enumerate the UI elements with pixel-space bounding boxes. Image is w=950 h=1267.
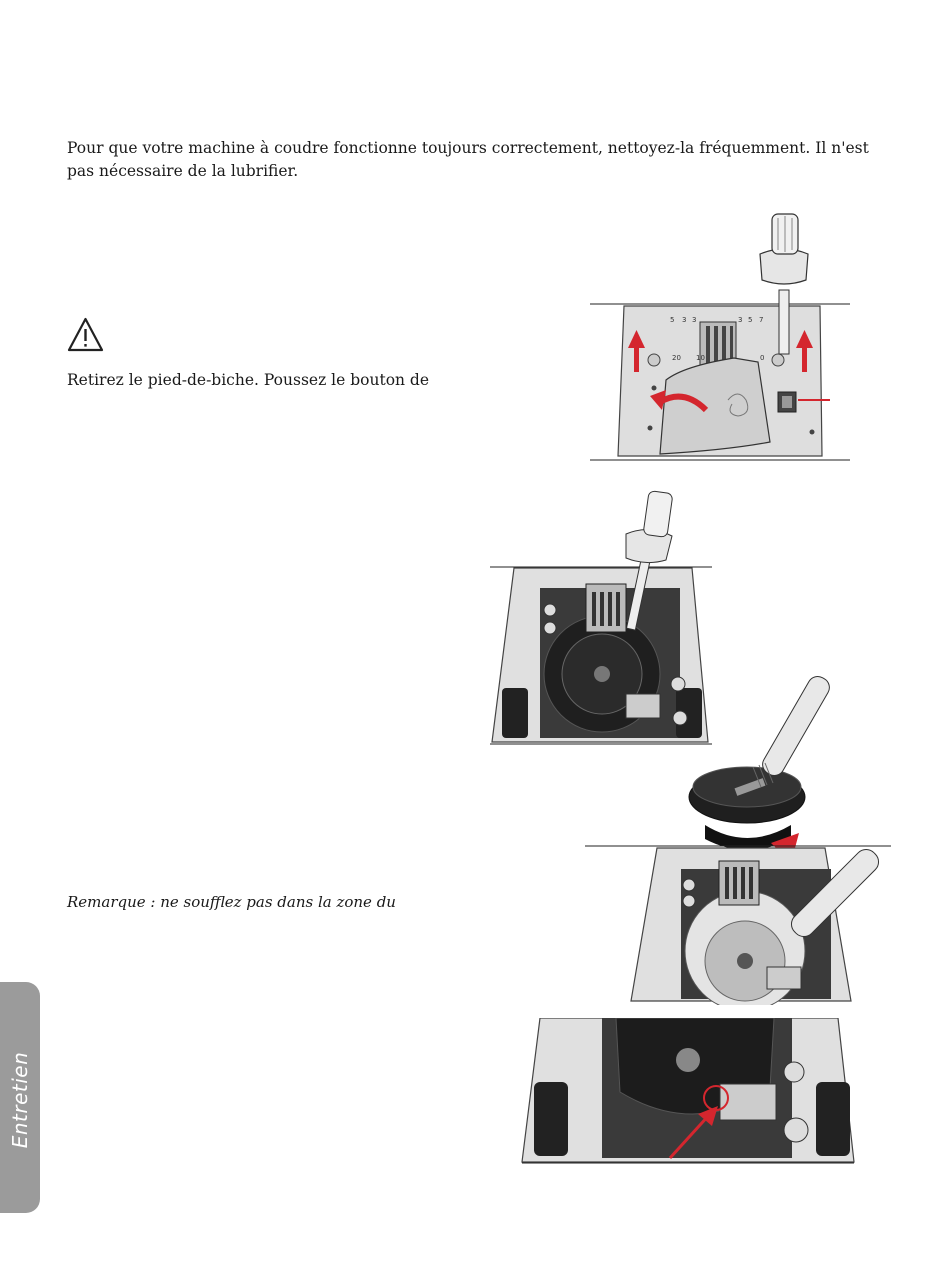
svg-text:3: 3 — [682, 316, 687, 324]
svg-text:20: 20 — [672, 354, 681, 362]
svg-text:3: 3 — [692, 316, 697, 324]
step-instruction-text: Retirez le pied-de-biche. Poussez le bouton de — [67, 371, 430, 389]
svg-text:7: 7 — [759, 316, 764, 324]
remark-note: Remarque : ne soufflez pas dans la zone du — [67, 893, 396, 911]
svg-text:0: 0 — [760, 354, 765, 362]
figure-hook-closeup — [520, 1018, 858, 1166]
chapter-side-tab-label: Entretien — [8, 1051, 32, 1149]
svg-text:10: 10 — [696, 354, 705, 362]
figure-bobbin-case-brush — [585, 655, 895, 1005]
intro-paragraph: Pour que votre machine à coudre fonctionne toujours correctement, nettoyez-la fréquemment. Il n'est pas nécessaire de la lubrifier. — [67, 139, 869, 180]
svg-text:3: 3 — [738, 316, 743, 324]
svg-text:5: 5 — [670, 316, 675, 324]
warning-triangle-icon — [67, 317, 104, 352]
figure-needle-plate-removal — [588, 210, 888, 465]
chapter-side-tab — [0, 982, 40, 1213]
svg-text:5: 5 — [748, 316, 753, 324]
